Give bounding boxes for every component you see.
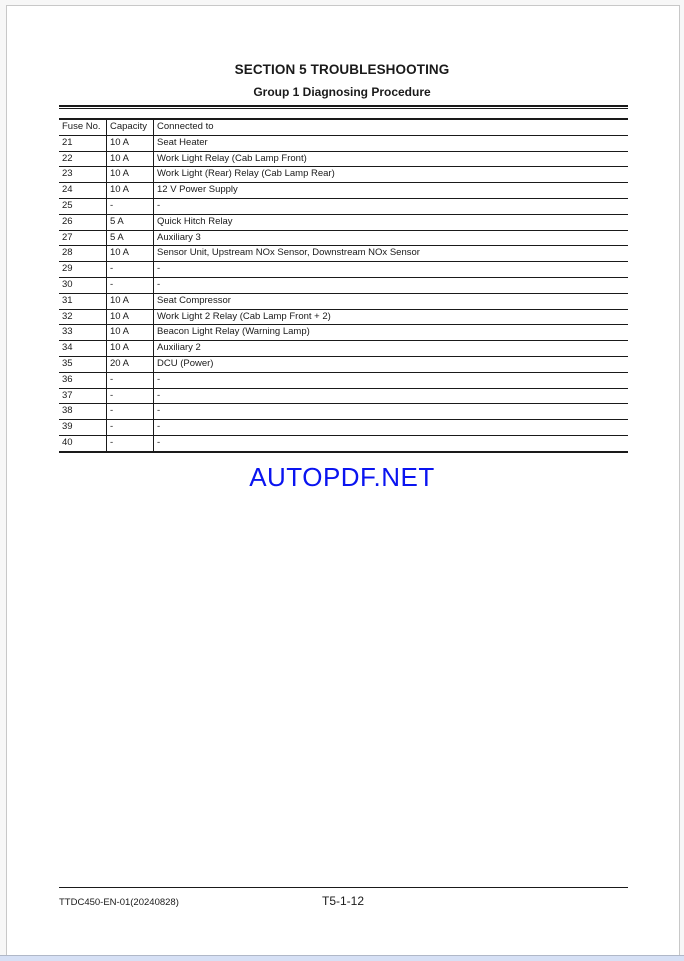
cell-capacity: 10 A: [107, 183, 154, 199]
table-row: [59, 341, 628, 357]
cell-connected-to: -: [154, 404, 629, 420]
cell-connected-to: -: [154, 372, 629, 388]
cell-capacity: 5 A: [107, 214, 154, 230]
table-row: [59, 135, 628, 151]
cell-fuse-no: 26: [59, 214, 107, 230]
table-row: [59, 214, 628, 230]
cell-capacity: -: [107, 372, 154, 388]
cell-fuse-no: 39: [59, 420, 107, 436]
cell-connected-to: Quick Hitch Relay: [154, 214, 629, 230]
table-row: [59, 151, 628, 167]
cell-connected-to: Auxiliary 2: [154, 341, 629, 357]
cell-fuse-no: 23: [59, 167, 107, 183]
cell-capacity: -: [107, 420, 154, 436]
cell-capacity: -: [107, 388, 154, 404]
table-row: [59, 198, 628, 214]
cell-connected-to: DCU (Power): [154, 356, 629, 372]
table-row: [59, 325, 628, 341]
cell-fuse-no: 28: [59, 246, 107, 262]
cell-connected-to: Work Light (Rear) Relay (Cab Lamp Rear): [154, 167, 629, 183]
table-header-row: [59, 120, 628, 135]
fuse-table: [59, 118, 628, 453]
cell-fuse-no: 30: [59, 277, 107, 293]
cell-fuse-no: 31: [59, 293, 107, 309]
footer-doc-code: TTDC450-EN-01(20240828): [59, 897, 179, 908]
cell-connected-to: -: [154, 435, 629, 451]
cell-connected-to: -: [154, 420, 629, 436]
cell-fuse-no: 25: [59, 198, 107, 214]
cell-capacity: -: [107, 277, 154, 293]
section-title: SECTION 5 TROUBLESHOOTING: [234, 62, 450, 77]
cell-connected-to: Sensor Unit, Upstream NOx Sensor, Downstream NOx Sensor: [154, 246, 629, 262]
cell-connected-to: Seat Compressor: [154, 293, 629, 309]
cell-capacity: 10 A: [107, 151, 154, 167]
cell-fuse-no: 24: [59, 183, 107, 199]
cell-connected-to: -: [154, 388, 629, 404]
watermark-text: AUTOPDF.NET: [249, 462, 435, 492]
cell-fuse-no: 21: [59, 135, 107, 151]
header-rule-thin: [59, 108, 628, 109]
table-row: [59, 309, 628, 325]
group-title: Group 1 Diagnosing Procedure: [253, 85, 431, 99]
cell-connected-to: Auxiliary 3: [154, 230, 629, 246]
header-connected-to: Connected to: [154, 120, 629, 135]
table-body: [59, 135, 628, 451]
cell-capacity: -: [107, 198, 154, 214]
header-rule: [59, 105, 628, 107]
cell-connected-to: -: [154, 198, 629, 214]
cell-connected-to: -: [154, 262, 629, 278]
cell-capacity: 10 A: [107, 325, 154, 341]
cell-capacity: -: [107, 262, 154, 278]
cell-capacity: 20 A: [107, 356, 154, 372]
table-row: [59, 183, 628, 199]
footer-page-number: T5-1-12: [322, 894, 365, 908]
table-row: [59, 277, 628, 293]
cell-capacity: 10 A: [107, 167, 154, 183]
cell-fuse-no: 40: [59, 435, 107, 451]
table-row: [59, 372, 628, 388]
cell-fuse-no: 27: [59, 230, 107, 246]
cell-fuse-no: 35: [59, 356, 107, 372]
cell-capacity: 10 A: [107, 341, 154, 357]
table-row: [59, 420, 628, 436]
table-row: [59, 246, 628, 262]
viewer-bottom-bar: [0, 955, 684, 961]
table-row: [59, 356, 628, 372]
table-row: [59, 404, 628, 420]
cell-fuse-no: 34: [59, 341, 107, 357]
cell-fuse-no: 38: [59, 404, 107, 420]
table-row: [59, 230, 628, 246]
header-fuse-no: Fuse No.: [59, 120, 107, 135]
cell-capacity: 10 A: [107, 246, 154, 262]
cell-capacity: -: [107, 435, 154, 451]
cell-capacity: 10 A: [107, 135, 154, 151]
cell-fuse-no: 33: [59, 325, 107, 341]
cell-fuse-no: 32: [59, 309, 107, 325]
table-row: [59, 435, 628, 451]
cell-fuse-no: 22: [59, 151, 107, 167]
cell-connected-to: Work Light 2 Relay (Cab Lamp Front + 2): [154, 309, 629, 325]
table-row: [59, 262, 628, 278]
cell-connected-to: 12 V Power Supply: [154, 183, 629, 199]
cell-capacity: 5 A: [107, 230, 154, 246]
cell-capacity: -: [107, 404, 154, 420]
cell-connected-to: Work Light Relay (Cab Lamp Front): [154, 151, 629, 167]
cell-connected-to: Seat Heater: [154, 135, 629, 151]
header-capacity: Capacity: [107, 120, 154, 135]
cell-capacity: 10 A: [107, 309, 154, 325]
cell-fuse-no: 29: [59, 262, 107, 278]
footer-rule: [59, 887, 628, 888]
cell-capacity: 10 A: [107, 293, 154, 309]
cell-connected-to: -: [154, 277, 629, 293]
cell-fuse-no: 37: [59, 388, 107, 404]
table-row: [59, 167, 628, 183]
table-row: [59, 388, 628, 404]
fuse-table-grid: [59, 120, 628, 453]
table-row: [59, 293, 628, 309]
cell-connected-to: Beacon Light Relay (Warning Lamp): [154, 325, 629, 341]
cell-fuse-no: 36: [59, 372, 107, 388]
